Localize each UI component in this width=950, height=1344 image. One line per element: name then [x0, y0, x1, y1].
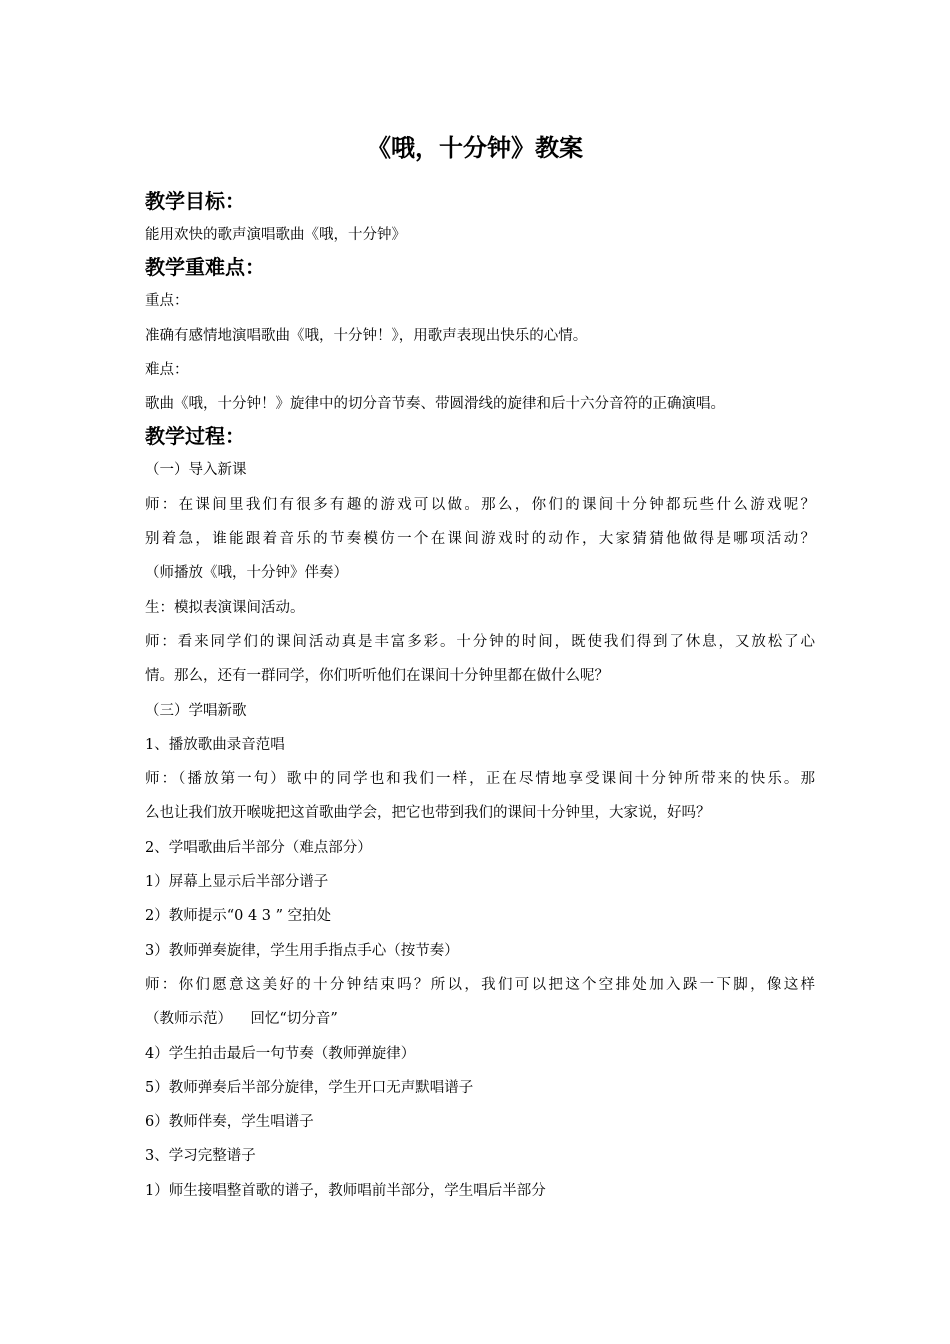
process-line: 生：模拟表演课间活动。 — [145, 599, 305, 616]
process-line: 么也让我们放开喉咙把这首歌曲学会，把它也带到我们的课间十分钟里，大家说，好吗？ — [145, 805, 711, 822]
process-line: 2、学唱歌曲后半部分（难点部分） — [145, 839, 372, 856]
key-point-text: 准确有感情地演唱歌曲《哦，十分钟！》，用歌声表现出快乐的心情。 — [145, 327, 588, 344]
process-line: 情。那么，还有一群同学，你们听听他们在课间十分钟里都在做什么呢？ — [145, 668, 609, 685]
process-line: 3）教师弹奏旋律，学生用手指点手心（按节奏） — [145, 942, 459, 959]
heading-difficulties: 教学重难点： — [145, 255, 265, 280]
objectives-text: 能用欢快的歌声演唱歌曲《哦，十分钟》 — [145, 227, 406, 243]
process-line: 2）教师提示“0 4 3 ” 空拍处 — [145, 908, 332, 925]
process-line: （师播放《哦，十分钟》伴奏） — [145, 565, 348, 582]
process-line: 1）师生接唱整首歌的谱子，教师唱前半部分，学生唱后半部分 — [145, 1182, 546, 1199]
document-body — [145, 186, 815, 1208]
process-line: 5）教师弹奏后半部分旋律，学生开口无声默唱谱子 — [145, 1079, 474, 1096]
process-line: 师：（播放第一句）歌中的同学也和我们一样，正在尽情地享受课间十分钟所带来的快乐。那 — [145, 771, 815, 788]
process-line: 师：在课间里我们有很多有趣的游戏可以做。那么，你们的课间十分钟都玩些什么游戏呢？ — [145, 496, 815, 513]
heading-objectives: 教学目标： — [145, 189, 245, 213]
key-point-label: 重点： — [145, 293, 189, 310]
process-line: 6）教师伴奏，学生唱谱子 — [145, 1114, 314, 1131]
process-line: 4）学生拍击最后一句节奏（教师弹旋律） — [145, 1045, 416, 1062]
process-line: 1、播放歌曲录音范唱 — [145, 736, 285, 753]
process-line: （三）学唱新歌 — [145, 702, 247, 719]
process-line: 1）屏幕上显示后半部分谱子 — [145, 874, 329, 891]
process-line: 师：你们愿意这美好的十分钟结束吗？所以，我们可以把这个空排处加入跺一下脚，像这样 — [145, 976, 815, 993]
difficult-point-text: 歌曲《哦，十分钟！》旋律中的切分音节奏、带圆滑线的旋律和后十六分音符的正确演唱。 — [145, 396, 725, 413]
heading-process: 教学过程： — [145, 424, 245, 449]
document-title: 《哦，十分钟》教案 — [367, 134, 583, 162]
process-line: （一）导入新课 — [145, 462, 247, 479]
difficult-point-label: 难点： — [145, 361, 189, 378]
process-line: 别着急，谁能跟着音乐的节奏模仿一个在课间游戏时的动作，大家猜猜他做得是哪项活动？ — [145, 531, 815, 548]
process-line: 师：看来同学们的课间活动真是丰富多彩。十分钟的时间，既使我们得到了休息，又放松了心 — [145, 633, 815, 650]
process-line: （教师示范） 回忆“切分音” — [145, 1011, 338, 1028]
process-line: 3、学习完整谱子 — [145, 1148, 256, 1165]
